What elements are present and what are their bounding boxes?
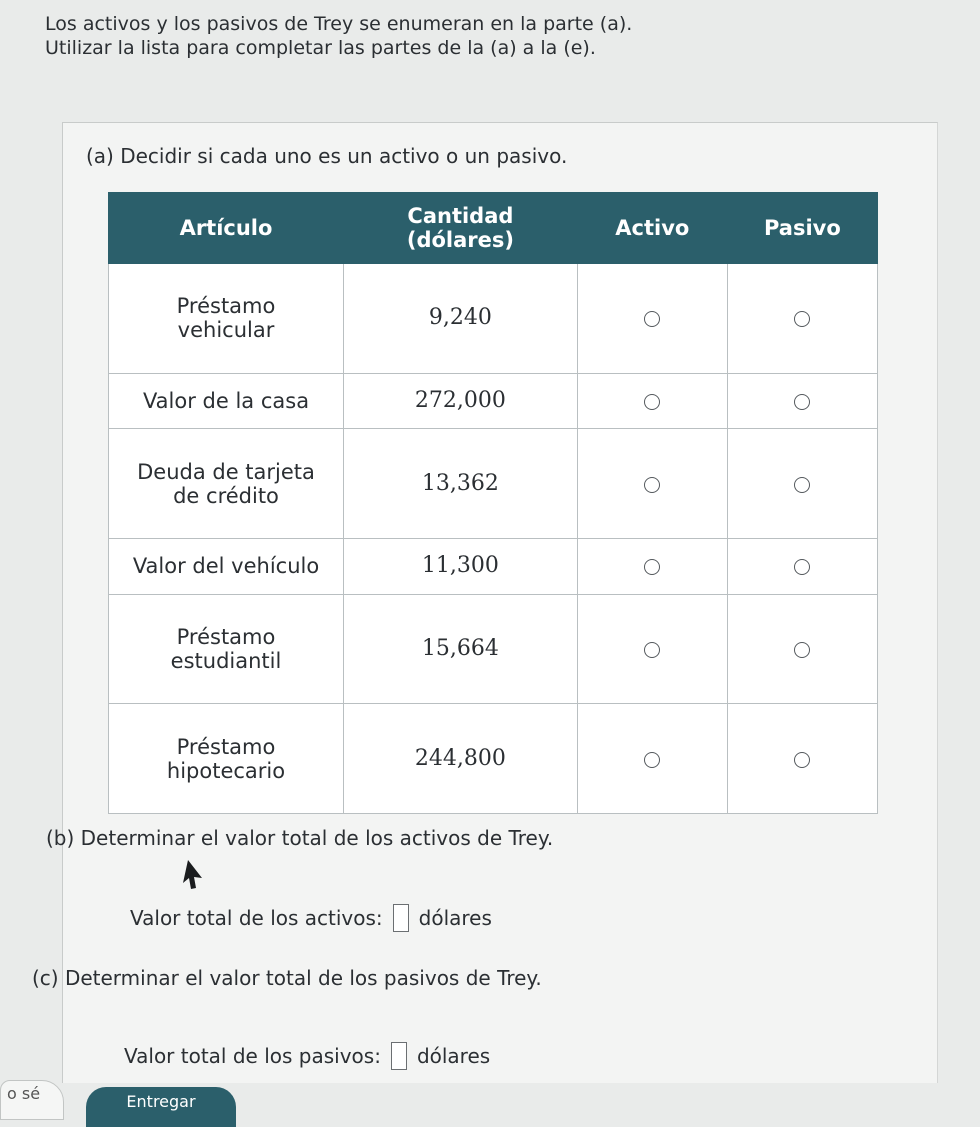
asset-radio-button[interactable] xyxy=(644,559,660,575)
header-amount-line-1: Cantidad xyxy=(407,204,514,228)
item-label-line-2: hipotecario xyxy=(166,758,286,783)
part-a-prompt: (a) Decidir si cada uno es un activo o un pasivo. xyxy=(86,144,568,168)
submit-button[interactable]: Entregar xyxy=(86,1087,236,1127)
liability-option-cell xyxy=(727,704,877,814)
asset-option-cell xyxy=(577,594,727,704)
item-label-line-1: Préstamo xyxy=(176,625,276,650)
asset-option-cell xyxy=(577,264,727,374)
table-row xyxy=(109,264,878,374)
item-label-line-1: Valor de la casa xyxy=(142,388,310,413)
item-label-line-2: de crédito xyxy=(173,483,279,508)
part-c-prompt: (c) Determinar el valor total de los pasivos de Trey. xyxy=(32,966,542,990)
instructions-line-1: Los activos y los pasivos de Trey se enumeran en la parte (a). xyxy=(45,13,633,35)
instructions-line-2: Utilizar la lista para completar las partes de la (a) a la (e). xyxy=(45,37,596,59)
mouse-cursor-icon xyxy=(174,858,210,894)
total-assets-label: Valor total de los activos: xyxy=(130,906,383,930)
liability-radio-button[interactable] xyxy=(794,311,810,327)
item-cell xyxy=(109,538,344,594)
item-label-line-1: Préstamo xyxy=(176,294,276,319)
instructions xyxy=(45,12,945,60)
table-row xyxy=(109,429,878,539)
item-cell xyxy=(109,429,344,539)
amount-cell: 244,800 xyxy=(344,704,578,814)
total-liabilities-unit: dólares xyxy=(416,1044,491,1068)
liability-option-cell xyxy=(727,429,877,539)
liability-option-cell xyxy=(727,373,877,429)
liability-radio-button[interactable] xyxy=(794,642,810,658)
item-label-line-1: Valor del vehículo xyxy=(132,554,320,579)
item-label-line-2: estudiantil xyxy=(170,649,282,674)
amount-cell: 9,240 xyxy=(344,264,578,374)
asset-radio-button[interactable] xyxy=(644,311,660,327)
asset-option-cell xyxy=(577,538,727,594)
asset-radio-button[interactable] xyxy=(644,477,660,493)
table-row xyxy=(109,373,878,429)
total-liabilities-input[interactable] xyxy=(391,1042,407,1070)
liability-radio-button[interactable] xyxy=(794,394,810,410)
liability-option-cell xyxy=(727,538,877,594)
item-label-line-1: Préstamo xyxy=(176,734,276,759)
total-liabilities-label: Valor total de los pasivos: xyxy=(124,1044,381,1068)
total-assets-unit: dólares xyxy=(418,906,492,930)
amount-cell: 15,664 xyxy=(344,594,578,704)
amount-cell: 13,362 xyxy=(344,429,578,539)
item-cell xyxy=(109,264,344,374)
amount-cell: 11,300 xyxy=(344,538,578,594)
table-row xyxy=(109,538,878,594)
part-b-answer xyxy=(130,904,492,932)
asset-option-cell xyxy=(577,429,727,539)
part-c-answer xyxy=(124,1042,490,1070)
item-label-line-2: vehicular xyxy=(177,318,275,343)
asset-radio-button[interactable] xyxy=(644,752,660,768)
asset-radio-button[interactable] xyxy=(644,394,660,410)
item-label-line-1: Deuda de tarjeta xyxy=(137,459,315,484)
assets-liabilities-table xyxy=(108,192,878,814)
header-item: Artículo xyxy=(109,193,344,264)
part-b-prompt: (b) Determinar el valor total de los activos de Trey. xyxy=(46,826,554,850)
header-amount xyxy=(344,193,578,264)
table-row xyxy=(109,704,878,814)
liability-radio-button[interactable] xyxy=(794,752,810,768)
liability-option-cell xyxy=(727,264,877,374)
table-row xyxy=(109,594,878,704)
header-amount-line-2: (dólares) xyxy=(406,228,514,252)
asset-option-cell xyxy=(577,704,727,814)
liability-radio-button[interactable] xyxy=(794,477,810,493)
liability-option-cell xyxy=(727,594,877,704)
header-liability: Pasivo xyxy=(727,193,877,264)
header-asset: Activo xyxy=(577,193,727,264)
item-cell xyxy=(109,704,344,814)
liability-radio-button[interactable] xyxy=(794,559,810,575)
total-assets-input[interactable] xyxy=(393,904,409,932)
asset-radio-button[interactable] xyxy=(644,642,660,658)
table-header-row xyxy=(109,193,878,264)
bottom-left-tab[interactable]: o sé xyxy=(0,1080,64,1120)
amount-cell: 272,000 xyxy=(344,373,578,429)
item-cell xyxy=(109,594,344,704)
asset-option-cell xyxy=(577,373,727,429)
item-cell xyxy=(109,373,344,429)
